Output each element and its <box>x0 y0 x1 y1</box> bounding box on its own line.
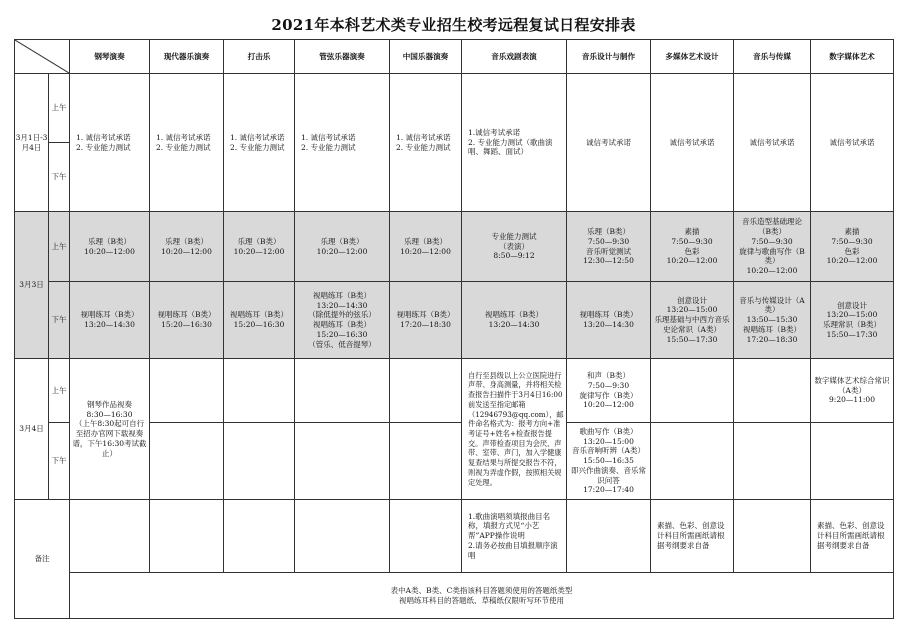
notes-label: 备注 <box>15 500 70 619</box>
footer-row <box>15 573 894 619</box>
schedule-cell: 视唱练耳（B类） 13:20—14:30 <box>567 282 651 359</box>
note-cell: 1.歌曲演唱须填报曲目名称，填报方式见“小艺帮”APP操作说明 2.请务必按曲目填报顺序演唱 <box>462 500 567 573</box>
schedule-cell: 1. 诚信考试承诺 2. 专业能力测试 <box>295 74 390 212</box>
schedule-cell: 专业能力测试 （表演） 8:50—9:12 <box>462 212 567 282</box>
slot-pm: 下午 <box>49 282 70 359</box>
schedule-cell: 乐理（B类） 10:20—12:00 <box>224 212 295 282</box>
schedule-cell: 音乐与传媒设计（A类） 13:50—15:30 视唱练耳（B类） 17:20—18:30 <box>734 282 811 359</box>
table-row <box>15 359 894 423</box>
note-cell: 素描、色彩、创意设计科目所需画纸请根据考纲要求自备 <box>651 500 734 573</box>
empty-cell <box>150 423 224 500</box>
empty-cell <box>734 423 811 500</box>
date-label: 3月3日 <box>19 280 44 290</box>
header-cell: 音乐戏剧表演 <box>462 40 567 74</box>
empty-cell <box>651 423 734 500</box>
date-cell <box>15 212 49 359</box>
schedule-cell: 素描 7:50—9:30 色彩 10:20—12:00 <box>811 212 894 282</box>
header-cell: 钢琴演奏 <box>70 40 150 74</box>
schedule-cell: 视唱练耳（B类） 17:20—18:30 <box>390 282 462 359</box>
date-cell <box>15 359 49 500</box>
schedule-cell: 诚信考试承诺 <box>567 74 651 212</box>
schedule-cell: 1. 诚信考试承诺 2. 专业能力测试 <box>224 74 295 212</box>
schedule-cell: 乐理（B类） 10:20—12:00 <box>150 212 224 282</box>
schedule-cell: 和声（B类） 7:50—9:30 旋律写作（B类） 10:20—12:00 <box>567 359 651 423</box>
header-row <box>15 40 894 74</box>
empty-cell <box>734 500 811 573</box>
schedule-cell: 视唱练耳（B类） 13:20—14:30 <box>462 282 567 359</box>
schedule-cell: 诚信考试承诺 <box>651 74 734 212</box>
schedule-cell: 1. 诚信考试承诺 2. 专业能力测试 <box>70 74 150 212</box>
header-cell: 管弦乐器演奏 <box>295 40 390 74</box>
schedule-cell: 1.诚信考试承诺 2. 专业能力测试（歌曲演唱、舞蹈、面试） <box>462 74 567 212</box>
schedule-cell: 自行至县级以上公立医院进行声带、身高测量，并将相关检查报告扫描件于3月4日16:00前发送至指定邮箱（1294679​3@qq.com），邮件命名格式为：报考方向+准考证号+姓名+检查报告提交。声带检查项目为会厌、声带、室带、声门，加入学健康复查结果与所提交报告不符，则视为弄虚作假，按照相关规定处理。 <box>462 359 567 500</box>
date-label: 3月4日 <box>19 424 44 434</box>
slot-am: 上午 <box>49 74 70 143</box>
schedule-cell: 数字媒体艺术综合常识（A类） 9:20—11:00 <box>811 359 894 423</box>
schedule-cell: 视唱练耳（B类） 13:20—14:30 （除低提外的弦乐） 视唱练耳（B类） 15:20—16:30 （管乐、低音提琴） <box>295 282 390 359</box>
empty-cell <box>651 359 734 423</box>
header-cell: 音乐设计与制作 <box>567 40 651 74</box>
slot-am: 上午 <box>49 359 70 423</box>
date-label: 3月1日-3月4日 <box>15 132 48 152</box>
schedule-cell: 乐理（B类） 7:50—9:30 音乐听觉测试 12:30—12:50 <box>567 212 651 282</box>
schedule-cell: 乐理（B类） 10:20—12:00 <box>390 212 462 282</box>
table-row <box>15 74 894 143</box>
empty-cell <box>295 359 390 423</box>
note-cell: 素描、色彩、创意设计科目所需画纸请根据考纲要求自备 <box>811 500 894 573</box>
schedule-cell: 视唱练耳（B类） 15:20—16:30 <box>224 282 295 359</box>
empty-cell <box>734 359 811 423</box>
empty-cell <box>295 423 390 500</box>
schedule-cell: 1. 诚信考试承诺 2. 专业能力测试 <box>390 74 462 212</box>
schedule-cell: 钢琴作品视奏 8:30—16:30 （上午8:30起可自行至招办官网下载视奏谱，下午16:30考试截止） <box>70 359 150 500</box>
schedule-cell: 1. 诚信考试承诺 2. 专业能力测试 <box>150 74 224 212</box>
schedule-cell: 歌曲写作（B类） 13:20—15:00 音乐音响听辨（A类） 15:50—16:35 即兴作曲演奏、音乐常识问答 17:20—17:40 <box>567 423 651 500</box>
empty-cell <box>224 423 295 500</box>
empty-cell <box>150 500 224 573</box>
empty-cell <box>390 423 462 500</box>
schedule-cell: 乐理（B类） 10:20—12:00 <box>295 212 390 282</box>
empty-cell <box>390 500 462 573</box>
header-cell: 打击乐 <box>224 40 295 74</box>
schedule-cell: 乐理（B类） 10:20—12:00 <box>70 212 150 282</box>
schedule-cell: 创意设计 13:20—15:00 乐理基础与中西方音乐史论常识（A类） 15:50—17:30 <box>651 282 734 359</box>
schedule-table <box>14 39 894 619</box>
diagonal-corner-cell <box>15 40 70 74</box>
schedule-cell: 视唱练耳（B类） 13:20—14:30 <box>70 282 150 359</box>
schedule-cell: 视唱练耳（B类） 15:20—16:30 <box>150 282 224 359</box>
schedule-cell: 诚信考试承诺 <box>734 74 811 212</box>
slot-am: 上午 <box>49 212 70 282</box>
table-row <box>15 212 894 282</box>
schedule-cell: 诚信考试承诺 <box>811 74 894 212</box>
schedule-cell: 音乐造型基础理论（B类） 7:50—9:30 旋律与歌曲写作（B类） 10:20—12:00 <box>734 212 811 282</box>
header-cell: 现代器乐演奏 <box>150 40 224 74</box>
notes-row <box>15 500 894 573</box>
schedule-cell: 创意设计 13:20—15:00 乐理常识（B类） 15:50—17:30 <box>811 282 894 359</box>
page-title: 2021年本科艺术类专业招生校考远程复试日程安排表 <box>271 16 636 34</box>
empty-cell <box>70 500 150 573</box>
empty-cell <box>567 500 651 573</box>
empty-cell <box>224 500 295 573</box>
header-cell: 数字媒体艺术 <box>811 40 894 74</box>
date-cell <box>15 74 49 212</box>
schedule-cell: 素描 7:50—9:30 色彩 10:20—12:00 <box>651 212 734 282</box>
table-row <box>15 282 894 359</box>
footer-note: 表中A类、B类、C类指该科目答题须使用的答题纸类型 视唱练耳科目的答题纸、草稿纸仅限听写环节使用 <box>70 573 894 619</box>
empty-cell <box>295 500 390 573</box>
slot-pm: 下午 <box>49 423 70 500</box>
header-cell: 音乐与传媒 <box>734 40 811 74</box>
empty-cell <box>811 423 894 500</box>
empty-cell <box>390 359 462 423</box>
empty-cell <box>224 359 295 423</box>
slot-pm: 下午 <box>49 143 70 212</box>
empty-cell <box>150 359 224 423</box>
header-cell: 中国乐器演奏 <box>390 40 462 74</box>
diagonal-line <box>15 40 69 73</box>
header-cell: 多媒体艺术设计 <box>651 40 734 74</box>
